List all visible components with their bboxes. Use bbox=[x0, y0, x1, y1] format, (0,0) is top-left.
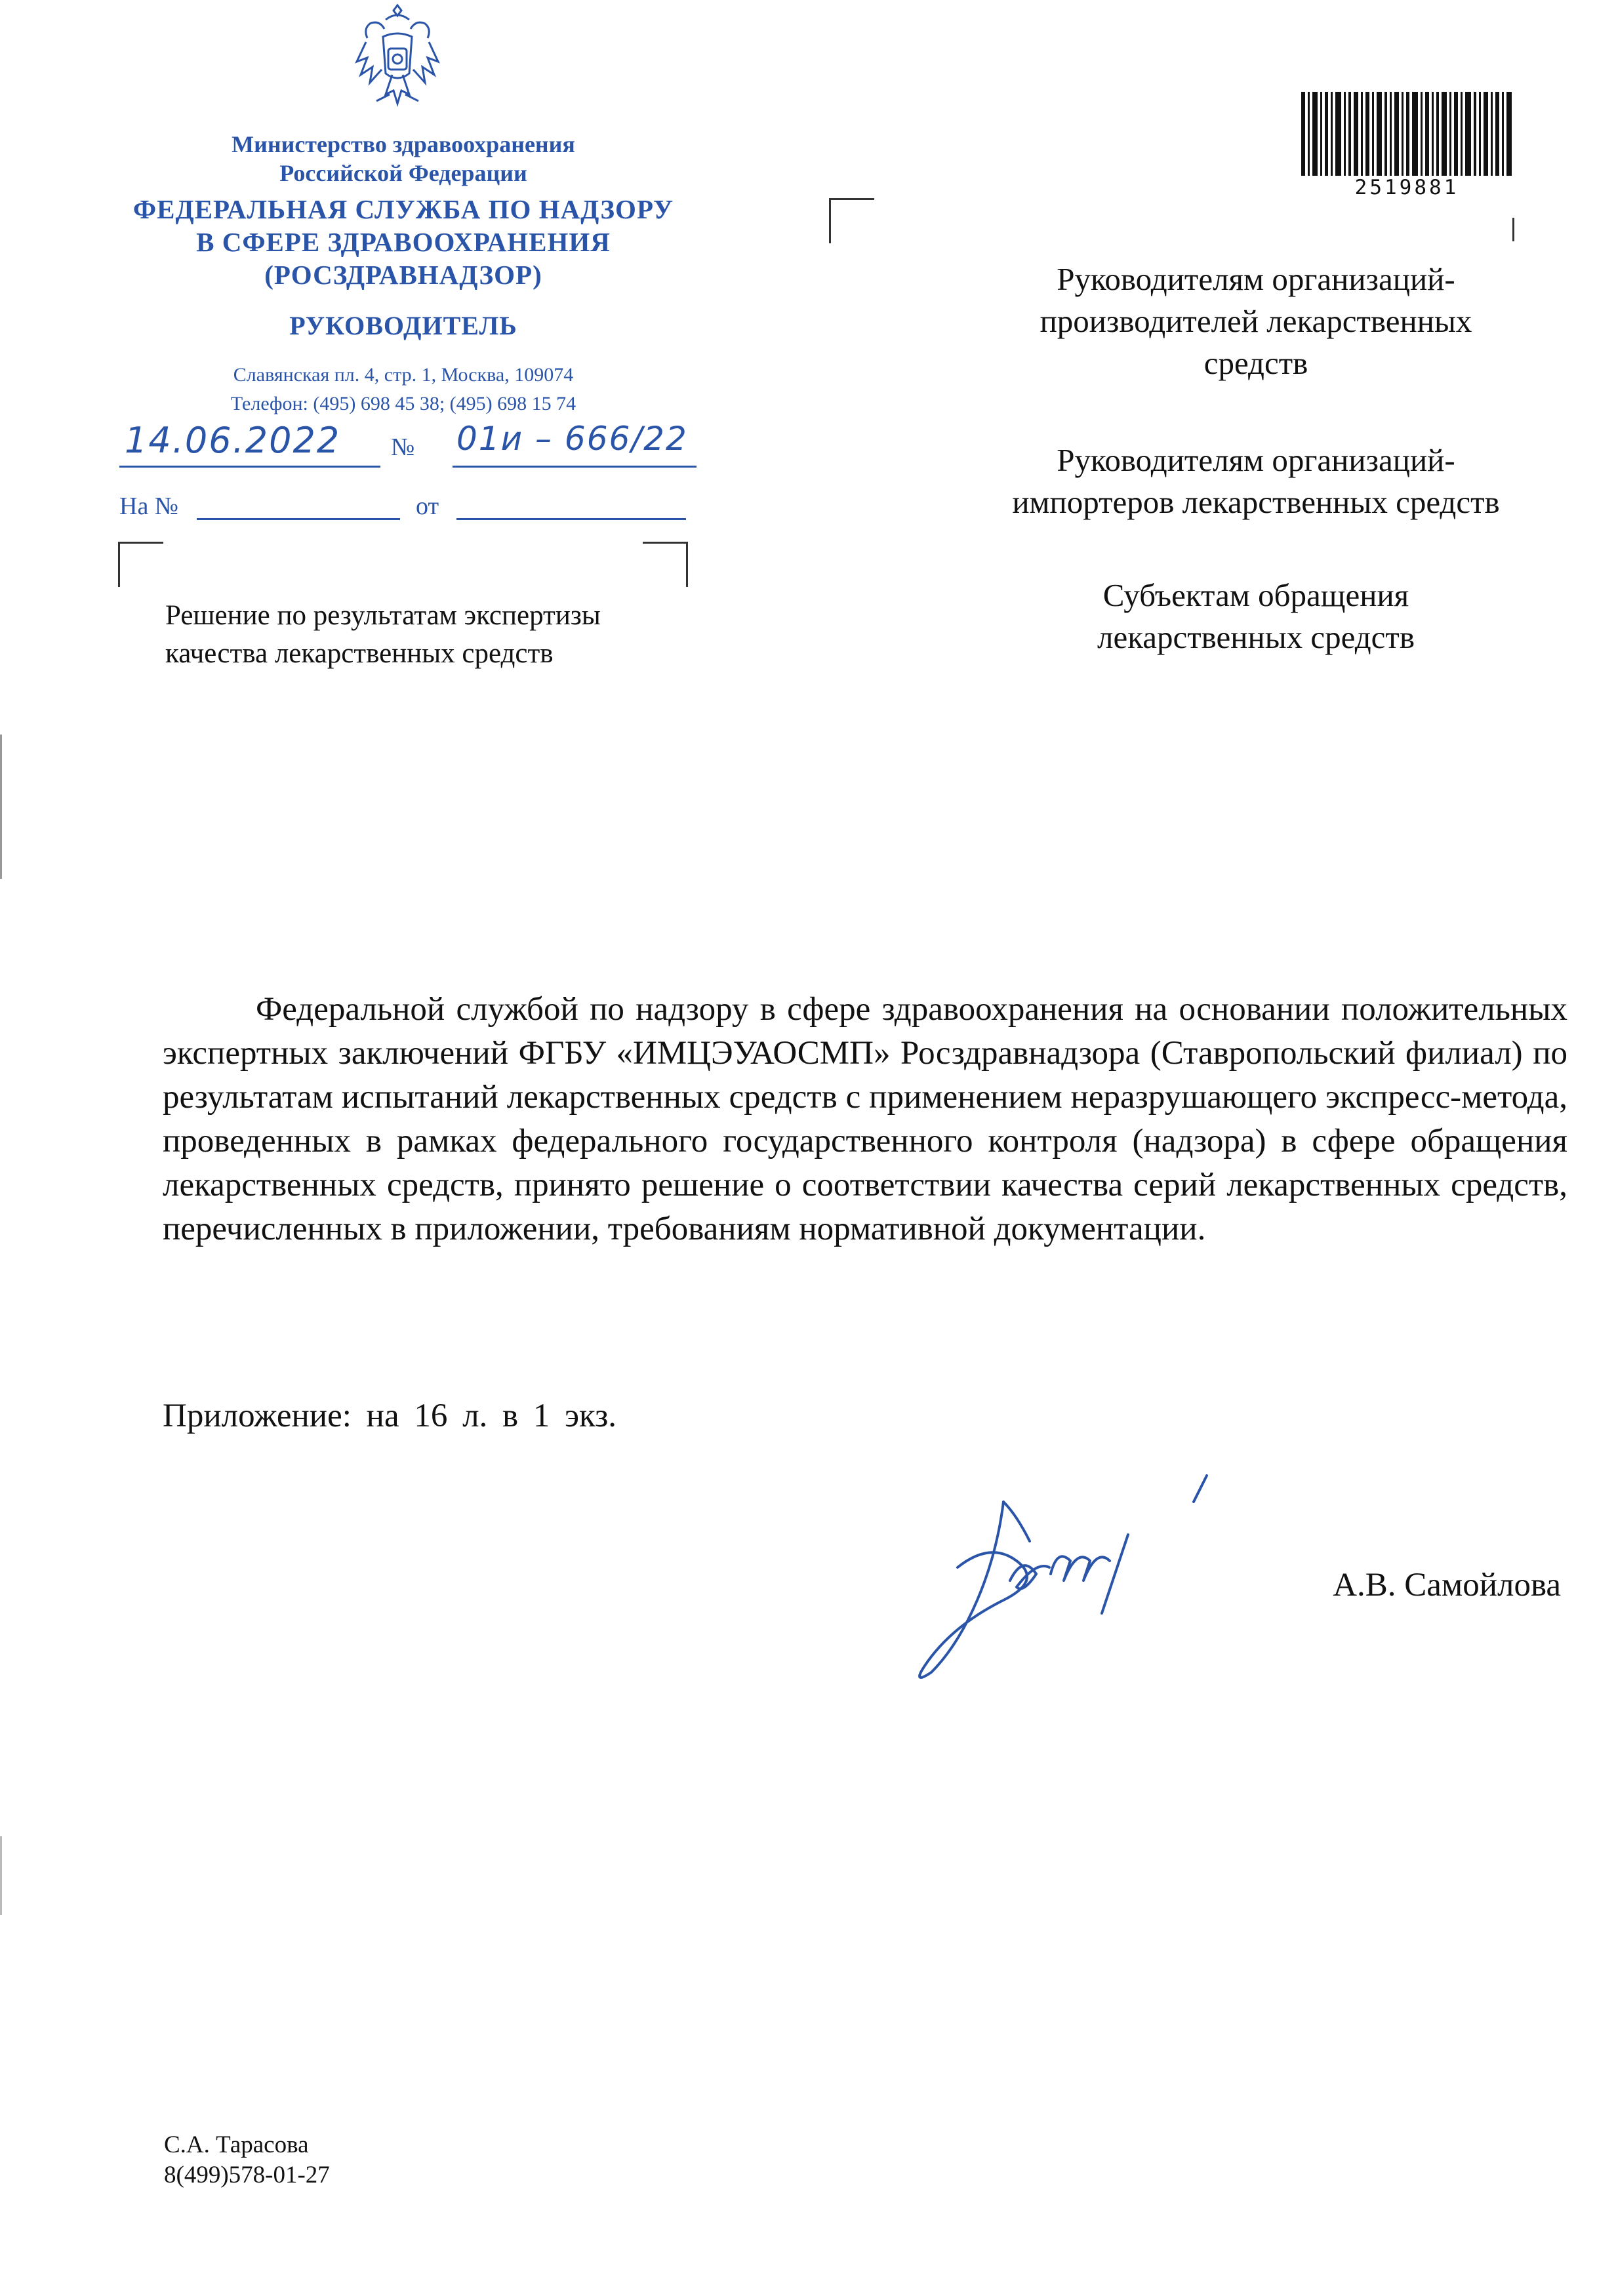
subject-corner-left bbox=[118, 542, 163, 587]
executor-info bbox=[164, 2130, 330, 2190]
service-address bbox=[164, 361, 643, 418]
address-line: Славянская пл. 4, стр. 1, Москва, 109074 bbox=[233, 364, 574, 386]
barcode-number: 2519881 bbox=[1354, 176, 1459, 199]
reply-number-underline bbox=[197, 518, 400, 520]
addressee-line: производителей лекарственных bbox=[1040, 303, 1472, 339]
addressee-line: Руководителям организаций- bbox=[1057, 261, 1455, 297]
addressee-line: Руководителям организаций- bbox=[1057, 442, 1455, 478]
registration-date: 14.06.2022 bbox=[125, 420, 341, 461]
reply-number-label: На № bbox=[119, 493, 179, 520]
service-line-3: (РОСЗДРАВНАДЗОР) bbox=[264, 260, 542, 290]
head-title: РУКОВОДИТЕЛЬ bbox=[289, 311, 517, 340]
ministry-line-2: Российской Федерации bbox=[279, 160, 527, 186]
signer-name: А.В. Самойлова bbox=[1333, 1567, 1561, 1603]
addressee-line: Субъектам обращения bbox=[1102, 577, 1409, 613]
phone-line: Телефон: (495) 698 45 38; (495) 698 15 74 bbox=[230, 393, 576, 414]
letter-subject bbox=[165, 597, 742, 673]
addressee-importers bbox=[912, 439, 1600, 523]
service-line-1: ФЕДЕРАЛЬНАЯ СЛУЖБА ПО НАДЗОРУ bbox=[132, 194, 674, 224]
service-line-2: В СФЕРЕ ЗДРАВООХРАНЕНИЯ bbox=[196, 227, 611, 257]
scan-edge-mark bbox=[0, 1836, 2, 1915]
addressee-corner-tick bbox=[1512, 218, 1514, 241]
addressee-subjects bbox=[912, 574, 1600, 658]
letter-body-paragraph: Федеральной службой по надзору в сфере здравоохранения на основании положительных экспертных заключений ФГБУ «ИМЦЭУАОСМП» Росздравнадзора (Ставропольский филиал) по результатам испытаний лекарственных средств с применением неразрушающего экспресс-метода, проведенных в рамках федерального государственного контроля (надзора) в сфере обращения лекарственных средств, принято решение о соответствии качества серий лекарственных средств, перечисленных в приложении, требованиям нормативной документации. bbox=[163, 991, 1567, 1247]
addressee-line: импортеров лекарственных средств bbox=[1012, 484, 1500, 520]
addressee-line: лекарственных средств bbox=[1097, 619, 1415, 655]
number-underline bbox=[453, 466, 697, 468]
date-underline bbox=[119, 466, 380, 468]
addressee-line: средств bbox=[1203, 345, 1308, 381]
ministry-name bbox=[164, 130, 643, 188]
barcode bbox=[1299, 92, 1515, 176]
attachment-note: Приложение: на 16 л. в 1 экз. bbox=[163, 1398, 616, 1434]
subject-corner-right bbox=[643, 542, 688, 587]
handwritten-signature bbox=[905, 1462, 1220, 1705]
subject-line-1: Решение по результатам экспертизы bbox=[165, 600, 601, 631]
reply-date-underline bbox=[456, 518, 686, 520]
addressee-corner-left bbox=[829, 198, 874, 243]
addressee-producers bbox=[912, 258, 1600, 384]
scan-edge-mark bbox=[0, 735, 2, 879]
number-label: № bbox=[391, 433, 415, 461]
registration-number: 01и – 666/22 bbox=[456, 420, 688, 458]
ministry-line-1: Министерство здравоохранения bbox=[232, 131, 575, 157]
coat-of-arms-emblem bbox=[353, 3, 442, 118]
service-name bbox=[98, 193, 708, 291]
executor-phone: 8(499)578-01-27 bbox=[164, 2162, 330, 2188]
subject-line-2: качества лекарственных средств bbox=[165, 638, 554, 669]
reply-date-label: от bbox=[416, 493, 439, 520]
executor-name: С.А. Тарасова bbox=[164, 2131, 309, 2158]
